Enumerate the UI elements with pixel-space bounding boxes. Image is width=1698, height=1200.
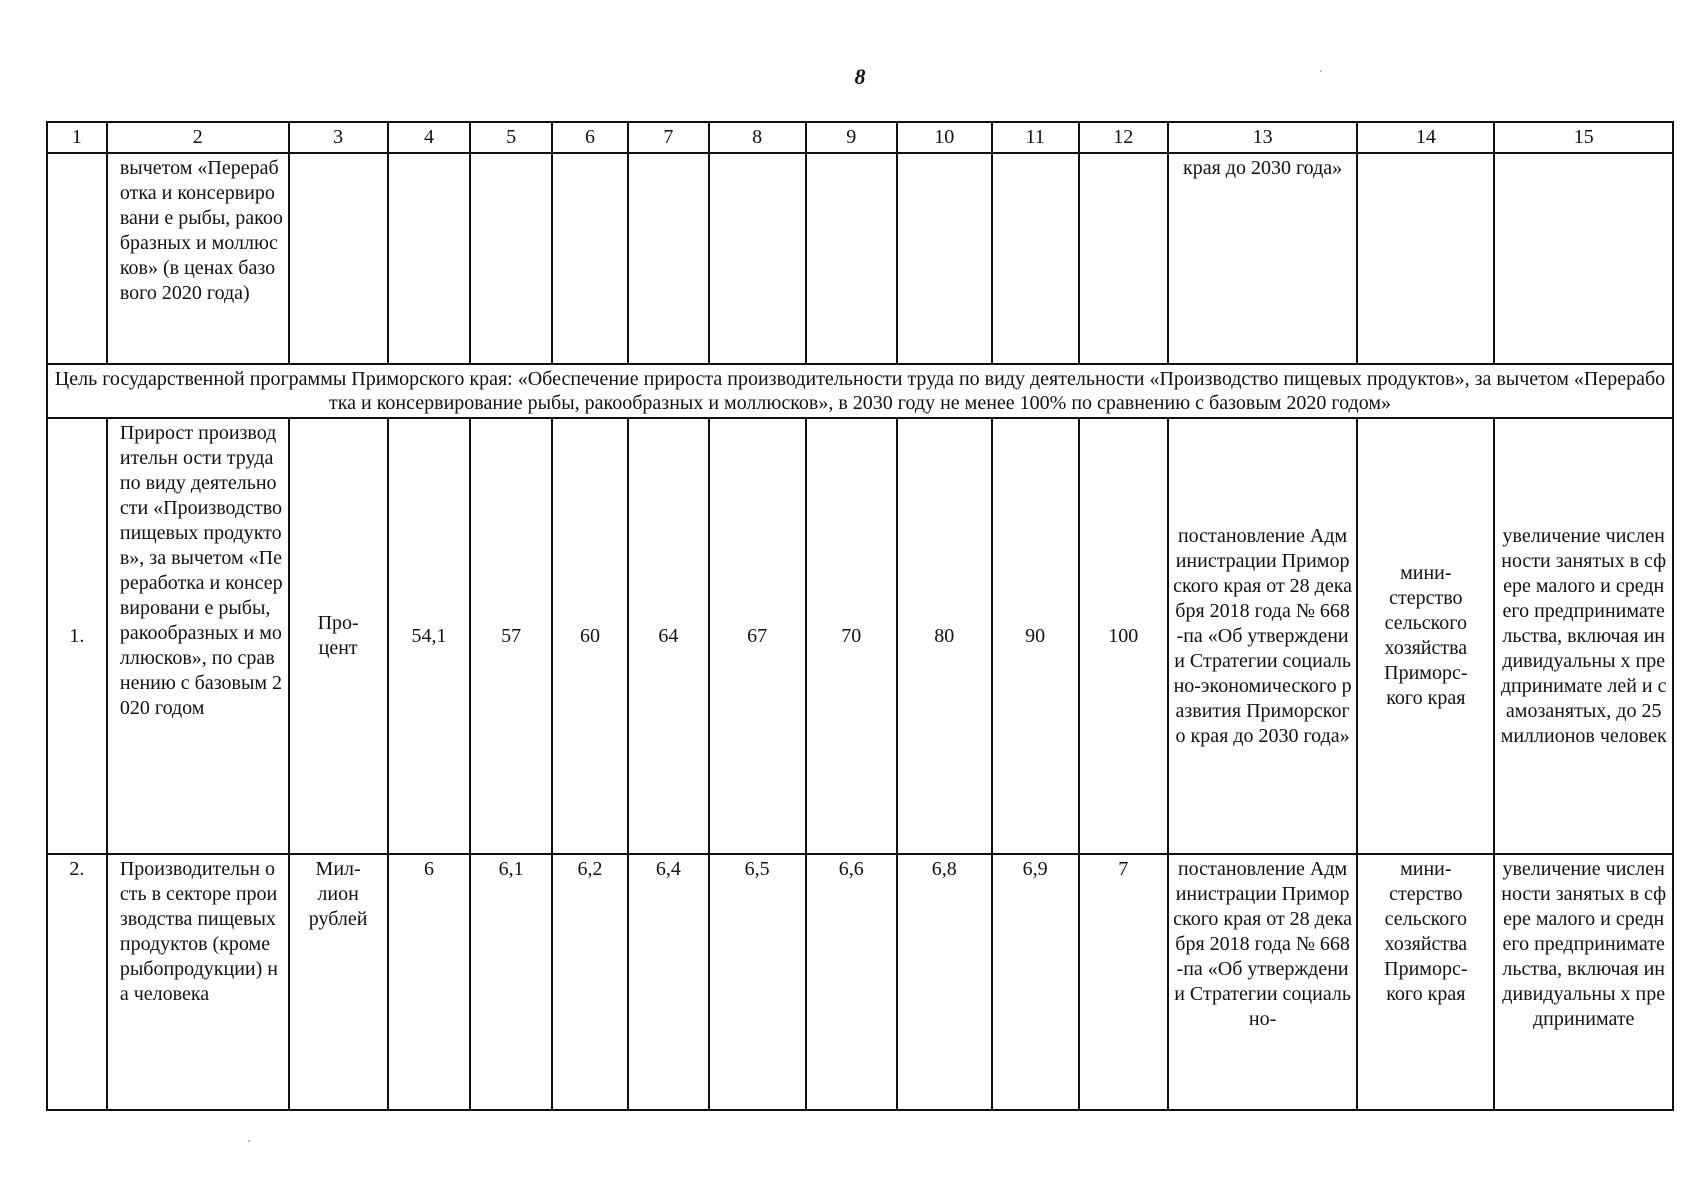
header-cell: 14 — [1357, 122, 1494, 153]
header-cell: 12 — [1079, 122, 1168, 153]
empty-cell — [1494, 153, 1673, 364]
value-cell: 6,6 — [806, 854, 897, 1110]
header-cell: 15 — [1494, 122, 1673, 153]
value-cell: 6,8 — [897, 854, 992, 1110]
empty-cell — [709, 153, 806, 364]
header-cell: 4 — [388, 122, 471, 153]
continuation-row — [47, 153, 1673, 364]
unit: Про- цент — [289, 418, 388, 854]
empty-cell — [552, 153, 628, 364]
scan-speck — [1320, 70, 1322, 72]
header-cell: 7 — [628, 122, 709, 153]
value-cell: 6,2 — [552, 854, 628, 1110]
source-document: постановление Администрации Приморского края от 28 декабря 2018 года № 668-па «Об утверждении Стратегии социально-экономического развития Приморского края до 2030 года» — [1168, 418, 1357, 854]
table-row — [47, 854, 1673, 1110]
header-cell: 3 — [289, 122, 388, 153]
empty-cell — [1357, 153, 1494, 364]
value-cell: 100 — [1079, 418, 1168, 854]
empty-cell — [628, 153, 709, 364]
unit: Мил- лион рублей — [289, 854, 388, 1110]
scan-speck — [248, 1140, 250, 1142]
responsible-body: мини- стерство сельского хозяйства Приморс- кого края — [1357, 418, 1494, 854]
table-row — [47, 418, 1673, 854]
value-cell: 80 — [897, 418, 992, 854]
empty-cell — [470, 153, 552, 364]
column-number-row — [47, 122, 1673, 153]
goal-row — [47, 364, 1673, 418]
value-cell: 6,4 — [628, 854, 709, 1110]
empty-cell — [47, 153, 107, 364]
empty-cell — [289, 153, 388, 364]
value-cell: 67 — [709, 418, 806, 854]
value-cell: 6 — [388, 854, 471, 1110]
value-cell: 57 — [470, 418, 552, 854]
header-cell: 5 — [470, 122, 552, 153]
document-continuation: края до 2030 года» — [1168, 153, 1357, 364]
indicator-name-continuation: вычетом «Переработка и консервировани е рыбы, ракообразных и моллюсков» (в ценах базового 2020 года) — [107, 153, 289, 364]
row-number: 2. — [47, 854, 107, 1110]
value-cell: 90 — [992, 418, 1079, 854]
header-cell: 2 — [107, 122, 289, 153]
header-cell: 13 — [1168, 122, 1357, 153]
header-cell: 11 — [992, 122, 1079, 153]
value-cell: 70 — [806, 418, 897, 854]
empty-cell — [992, 153, 1079, 364]
expected-result: увеличение численности занятых в сфере малого и среднего предпринимате льства, включая индивидуальны х предпринимате — [1494, 854, 1673, 1110]
program-goal: Цель государственной программы Приморского края: «Обеспечение прироста производительности труда по виду деятельности «Производство пищевых продуктов», за вычетом «Переработка и консервирование рыбы, ракообразных и моллюсков», в 2030 году не менее 100% по сравнению с базовым 2020 годом» — [47, 364, 1673, 418]
indicator-name: Производительн ость в секторе производства пищевых продуктов (кроме рыбопродукции) на человека — [107, 854, 289, 1110]
expected-result: увеличение численности занятых в сфере малого и среднего предпринимате льства, включая индивидуальны х предпринимате лей и самозанятых, до 25 миллионов человек — [1494, 418, 1673, 854]
row-number: 1. — [47, 418, 107, 854]
empty-cell — [806, 153, 897, 364]
value-cell: 54,1 — [388, 418, 471, 854]
empty-cell — [388, 153, 471, 364]
value-cell: 60 — [552, 418, 628, 854]
responsible-body: мини- стерство сельского хозяйства Приморс- кого края — [1357, 854, 1494, 1110]
value-cell: 6,1 — [470, 854, 552, 1110]
header-cell: 6 — [552, 122, 628, 153]
page-number: 8 — [854, 64, 866, 89]
header-cell: 9 — [806, 122, 897, 153]
indicator-name: Прирост производительн ости труда по виду деятельности «Производство пищевых продуктов», за вычетом «Переработка и консервировани е рыбы, ракообразных и моллюсков», по сравнению с базовым 2020 годом — [107, 418, 289, 854]
value-cell: 64 — [628, 418, 709, 854]
header-cell: 10 — [897, 122, 992, 153]
header-cell: 1 — [47, 122, 107, 153]
value-cell: 6,9 — [992, 854, 1079, 1110]
empty-cell — [1079, 153, 1168, 364]
header-cell: 8 — [709, 122, 806, 153]
value-cell: 7 — [1079, 854, 1168, 1110]
indicators-table — [46, 121, 1674, 1111]
value-cell: 6,5 — [709, 854, 806, 1110]
empty-cell — [897, 153, 992, 364]
source-document: постановление Администрации Приморского края от 28 декабря 2018 года № 668-па «Об утверждении Стратегии социально- — [1168, 854, 1357, 1110]
